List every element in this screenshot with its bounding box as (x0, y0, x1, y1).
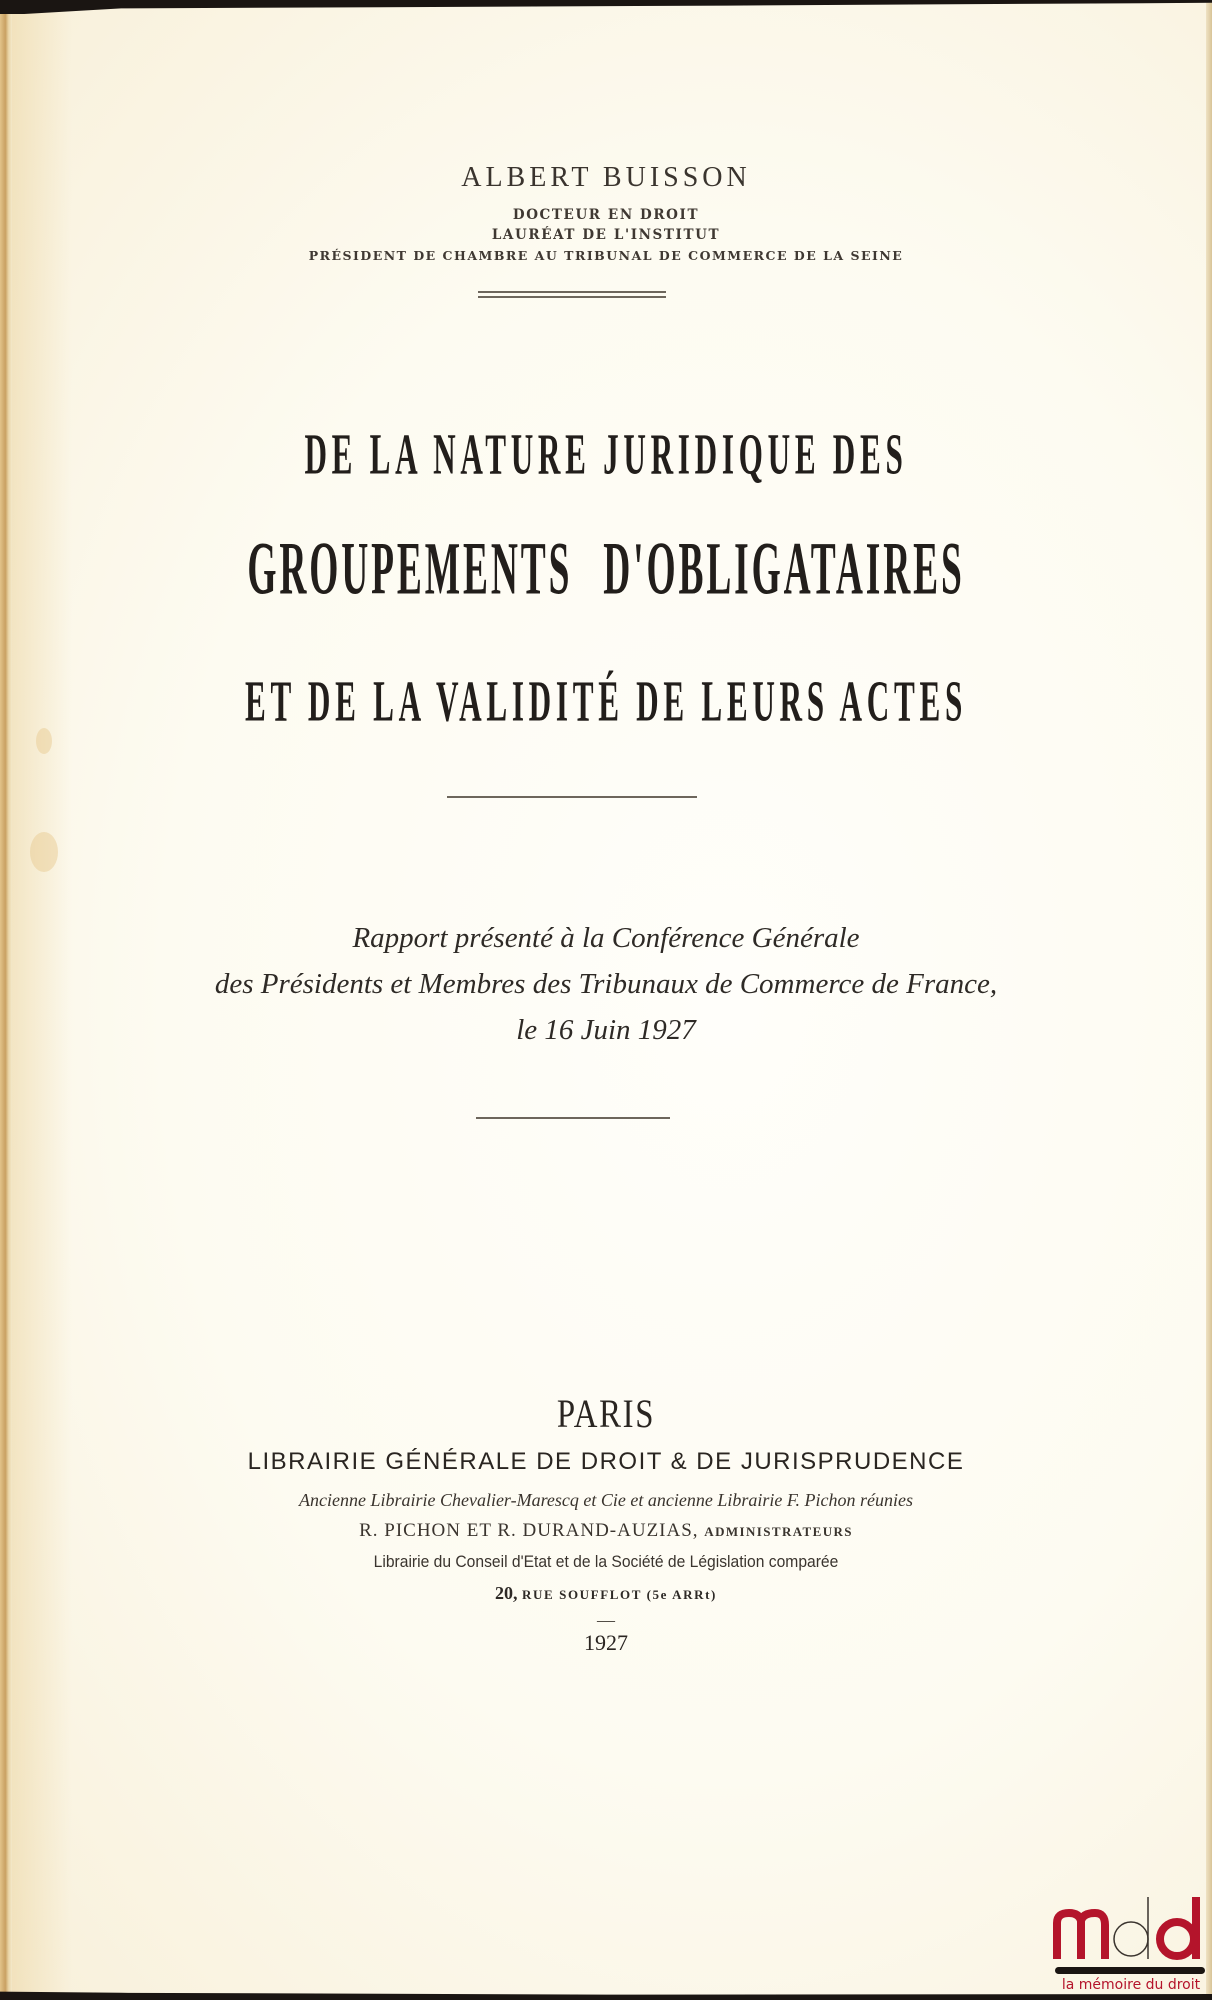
publisher-administrators (0, 1520, 1212, 1542)
rule-divider (447, 796, 697, 798)
publisher-address (0, 1583, 1212, 1604)
rule-divider (476, 1117, 670, 1119)
publisher-name: LIBRAIRIE GÉNÉRALE DE DROIT & DE JURISPRUDENCE (247, 1448, 965, 1475)
report-line-3: le 16 Juin 1927 (516, 1014, 696, 1046)
logo-tagline: la mémoire du droit (1061, 1977, 1201, 1993)
author-credential: PRÉSIDENT DE CHAMBRE AU TRIBUNAL DE COMMERCE DE LA SEINE (308, 248, 904, 263)
separator-dash: — (597, 1610, 615, 1630)
publisher-former: Ancienne Librairie Chevalier-Marescq et Cie et ancienne Librairie F. Pichon réunies (298, 1490, 913, 1510)
author-credential: DOCTEUR EN DROIT (512, 207, 700, 223)
title-line-3: ET DE LA VALIDITÉ DE LEURS ACTES (244, 668, 967, 734)
report-line-2: des Présidents et Membres des Tribunaux de Commerce de France, (214, 968, 998, 1000)
title-line-2: GROUPEMENTS D'OBLIGATAIRES (247, 528, 965, 612)
author-name: ALBERT BUISSON (461, 162, 751, 193)
title-line-1: DE LA NATURE JURIDIQUE DES (304, 421, 908, 487)
mdd-logo (1053, 1895, 1209, 1995)
page-bottom-border (0, 1988, 1212, 2000)
administrators-label: ADMINISTRATEURS (704, 1524, 853, 1539)
paper-stain (36, 728, 52, 754)
mdd-logo-mark-icon (1053, 1895, 1209, 1961)
publisher-affiliation: Librairie du Conseil d'Etat et de la Société de Législation comparée (373, 1552, 839, 1571)
publication-year: 1927 (584, 1630, 628, 1655)
address-street: RUE SOUFFLOT (5e ARRt) (522, 1587, 717, 1602)
page-top-border (0, 0, 1212, 14)
address-number: 20, (495, 1583, 518, 1603)
paper-stain (30, 832, 58, 872)
double-rule-divider (478, 291, 666, 293)
logo-underline (1055, 1967, 1205, 1974)
administrators-names: R. PICHON ET R. DURAND-AUZIAS, (359, 1520, 699, 1541)
report-line-1: Rapport présenté à la Conférence Générale (352, 922, 860, 954)
author-credential: LAURÉAT DE L'INSTITUT (491, 227, 721, 243)
imprint-city: PARIS (556, 1391, 656, 1436)
